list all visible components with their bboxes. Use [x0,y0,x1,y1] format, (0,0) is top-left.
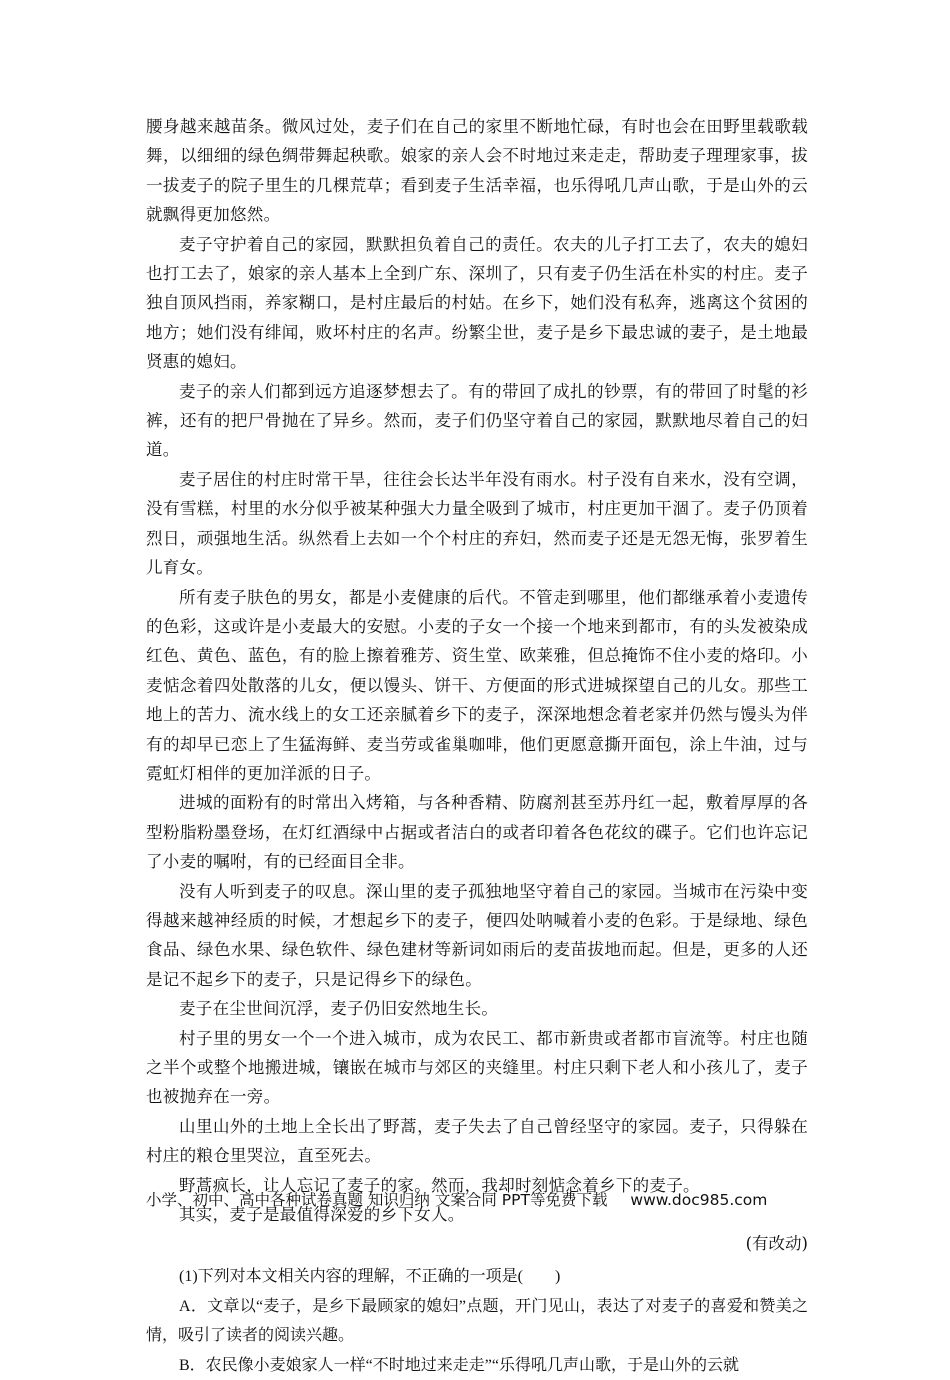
paragraph-1: 腰身越来越苗条。微风过处，麦子们在自己的家里不断地忙碌，有时也会在田野里载歌载舞，以细细的绿色绸带舞起秧歌。娘家的亲人会不时地过来走走，帮助麦子理理家事，拔一拔麦子的院子里生的几棵荒草；看到麦子生活幸福，也乐得吼几声山歌，于是山外的云就飘得更加悠然。 [146,117,808,225]
option-a: A．文章以“麦子，是乡下最顾家的媳妇”点题，开门见山，表达了对麦子的喜爱和赞美之情，吸引了读者的阅读兴趣。 [146,1297,808,1345]
revision-note: (有改动) [745,1234,808,1254]
paragraph-6: 进城的面粉有的时常出入烤箱，与各种香精、防腐剂甚至苏丹红一起，敷着厚厚的各型粉脂粉墨登场，在灯红酒绿中占据或者洁白的或者印着各色花纹的碟子。它们也许忘记了小麦的嘱咐，有的已经面目全非。 [146,793,808,872]
paragraph-4: 麦子居住的村庄时常干旱，往往会长达半年没有雨水。村子没有自来水，没有空调，没有雪糕，村里的水分似乎被某种强大力量全吸到了城市，村庄更加干涸了。麦子仍顶着烈日，顽强地生活。纵然看上去如一个个村庄的弃妇，然而麦子还是无怨无悔，张罗着生儿育女。 [146,469,808,578]
paragraph-9: 村子里的男女一个一个进入城市，成为农民工、都市新贵或者都市盲流等。村庄也随之半个或整个地搬进城，镶嵌在城市与郊区的夹缝里。村庄只剩下老人和小孩儿了，麦子也被抛弃在一旁。 [146,1028,808,1107]
footer-url[interactable]: www.doc985.com [630,1191,768,1209]
paragraph-8: 麦子在尘世间沉浮，麦子仍旧安然地生长。 [179,999,499,1019]
paragraph-3: 麦子的亲人们都到远方追逐梦想去了。有的带回了成扎的钞票，有的带回了时髦的衫裤，还有的把尸骨抛在了异乡。然而，麦子们仍坚守着自己的家园，默默地尽着自己的妇道。 [146,381,808,460]
question-stem: (1)下列对本文相关内容的理解，不正确的一项是( ) [179,1268,561,1286]
paragraph-7: 没有人听到麦子的叹息。深山里的麦子孤独地坚守着自己的家园。当城市在污染中变得越来越神经质的时候，才想起乡下的麦子，便四处呐喊着小麦的色彩。于是绿地、绿色食品、绿色水果、绿色软件、绿色建材等新词如雨后的麦苗拔地而起。但是，更多的人还是记不起乡下的麦子，只是记得乡下的绿色。 [146,881,808,989]
paragraph-2: 麦子守护着自己的家园，默默担负着自己的责任。农夫的儿子打工去了，农夫的媳妇也打工去了，娘家的亲人基本上全到广东、深圳了，只有麦子仍生活在朴实的村庄。麦子独自顶风挡雨，养家糊口，是村庄最后的村姑。在乡下，她们没有私奔，逃离这个贫困的地方；她们没有绯闻，败坏村庄的名声。纷繁尘世，麦子是乡下最忠诚的妻子，是土地最贤惠的媳妇。 [146,234,808,372]
footer-text: 小学、初中、高中各种试卷真题 知识归纳 文案合同 PPT等免费下载 [146,1191,608,1209]
paragraph-11: 野蒿疯长，让人忘记了麦子的家。然而，我却时刻惦念着乡下的麦子。 [179,1175,700,1195]
page-footer [146,1188,846,1212]
option-b: B．农民像小麦娘家人一样“不时地过来走走”“乐得吼几声山歌，于是山外的云就 [179,1356,739,1374]
paragraph-10: 山里山外的土地上全长出了野蒿，麦子失去了自己曾经坚守的家园。麦子，只得躲在村庄的粮仓里哭泣，直至死去。 [146,1116,808,1166]
paragraph-12: 其实，麦子是最值得深爱的乡下女人。 [179,1205,465,1225]
paragraph-5: 所有麦子肤色的男女，都是小麦健康的后代。不管走到哪里，他们都继承着小麦遗传的色彩，这或许是小麦最大的安慰。小麦的子女一个接一个地来到都市，有的头发被染成红色、黄色、蓝色，有的脸上擦着雅芳、资生堂、欧莱雅，但总掩饰不住小麦的烙印。小麦惦念着四处散落的儿女，便以馒头、饼干、方便面的形式进城探望自己的儿女。那些工地上的苦力、流水线上的女工还亲腻着乡下的麦子，深深地想念着老家并仍然与馒头为伴有的却早已恋上了生猛海鲜、麦当劳或雀巢咖啡，他们更愿意撕开面包，涂上牛油，过与霓虹灯相伴的更加洋派的日子。 [146,587,808,783]
